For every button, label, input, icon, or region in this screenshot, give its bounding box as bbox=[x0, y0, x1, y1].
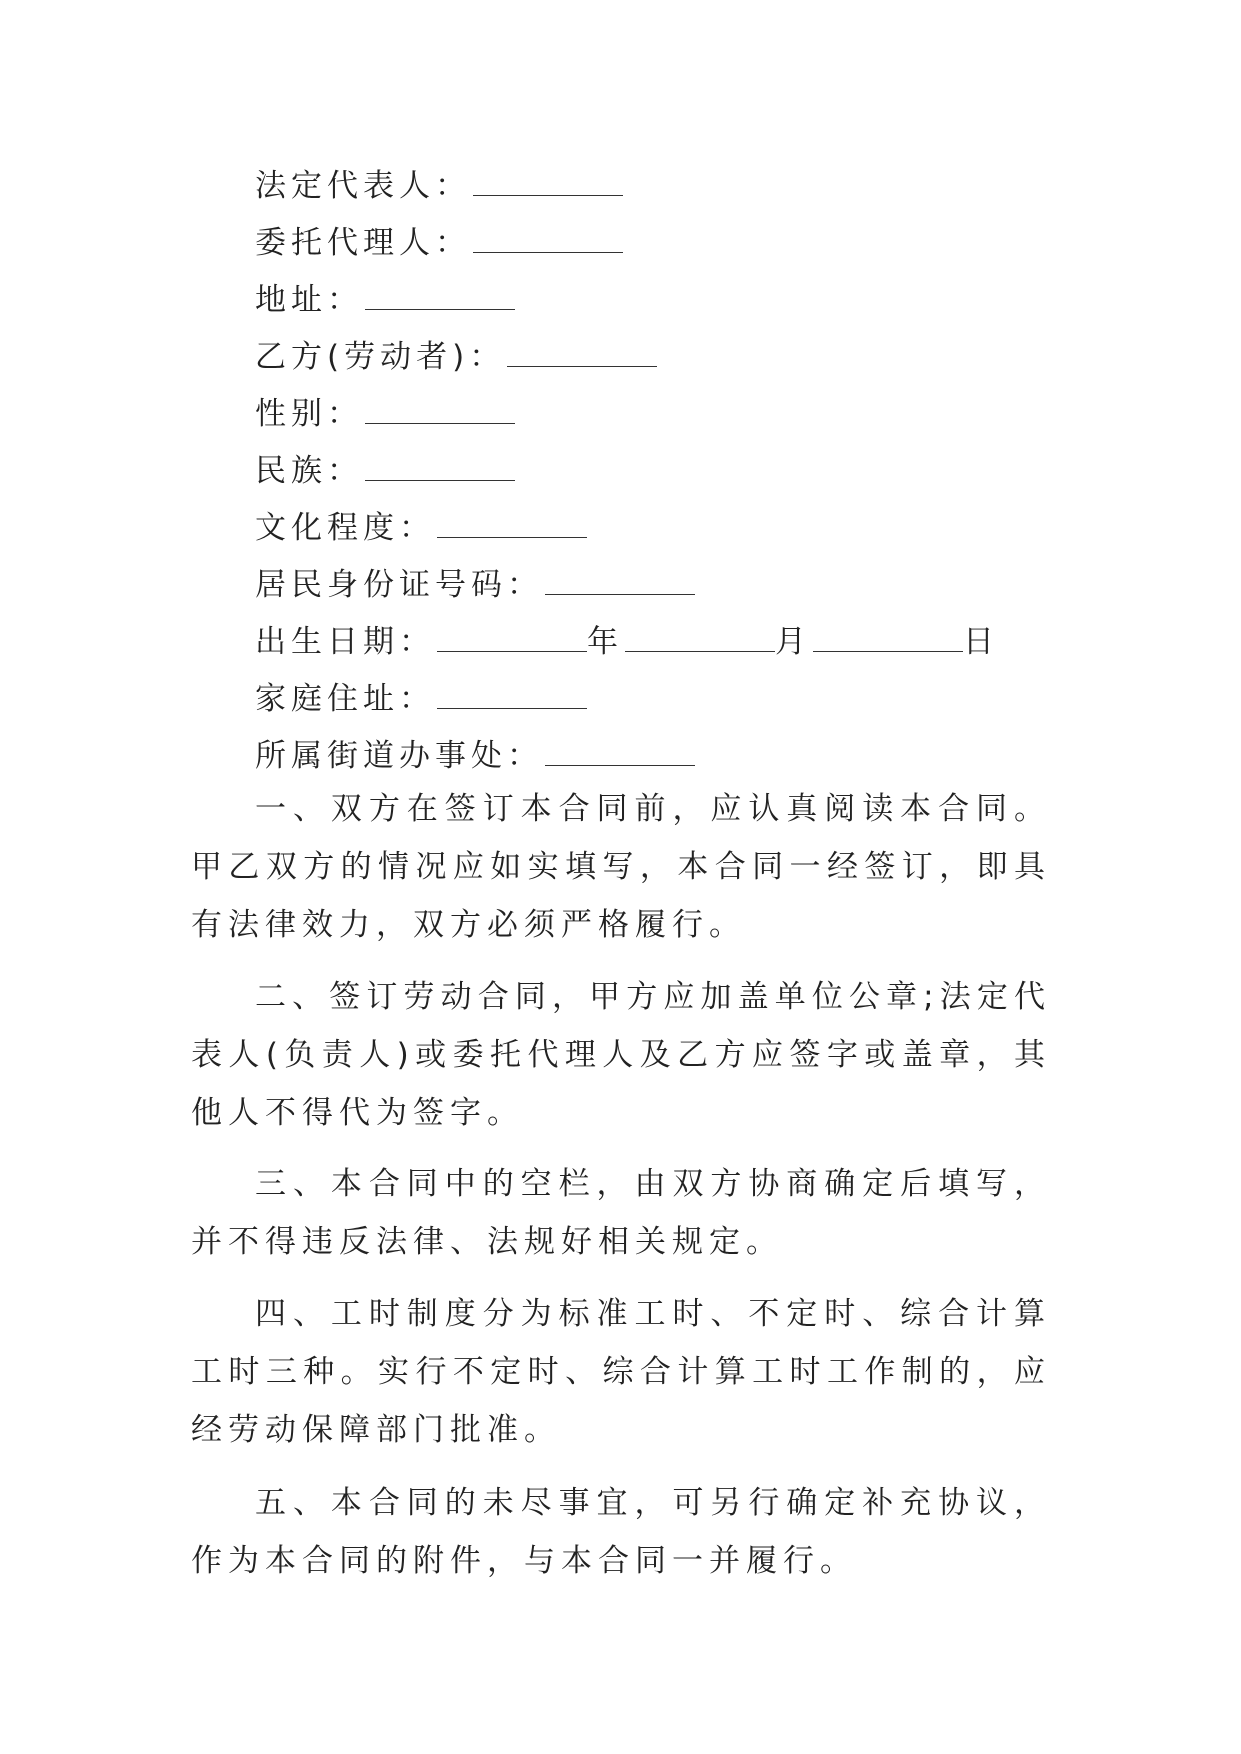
blank-line bbox=[365, 399, 515, 424]
blank-line bbox=[437, 684, 587, 709]
blank-line bbox=[473, 228, 623, 253]
field-label: 居民身份证号码： bbox=[255, 567, 543, 603]
field-label: 文化程度： bbox=[255, 510, 435, 546]
field-label: 法定代表人： bbox=[255, 168, 471, 204]
field-party-b-worker bbox=[255, 333, 657, 381]
field-label: 委托代理人： bbox=[255, 225, 471, 261]
field-label: 家庭住址： bbox=[255, 681, 435, 717]
field-label: 性别： bbox=[255, 396, 363, 432]
unit-day: 日 bbox=[963, 624, 999, 660]
field-label: 地址： bbox=[255, 282, 363, 318]
blank-line-day bbox=[813, 627, 963, 652]
field-label: 乙方(劳动者)： bbox=[255, 339, 506, 375]
field-education-level bbox=[255, 504, 587, 552]
blank-line bbox=[437, 513, 587, 538]
field-street-office bbox=[255, 732, 695, 780]
blank-line bbox=[545, 741, 695, 766]
paragraph-2: 二、签订劳动合同，甲方应加盖单位公章;法定代表人(负责人)或委托代理人及乙方应签字或盖章，其他人不得代为签字。 bbox=[191, 979, 1051, 1131]
blank-line bbox=[365, 285, 515, 310]
field-id-number bbox=[255, 561, 695, 609]
blank-line-month bbox=[625, 627, 775, 652]
field-label: 所属街道办事处： bbox=[255, 738, 543, 774]
blank-line bbox=[545, 570, 695, 595]
paragraph-1: 一、双方在签订本合同前，应认真阅读本合同。甲乙双方的情况应如实填写，本合同一经签订，即具有法律效力，双方必须严格履行。 bbox=[191, 791, 1051, 943]
unit-month: 月 bbox=[775, 624, 811, 660]
paragraph-4: 四、工时制度分为标准工时、不定时、综合计算工时三种。实行不定时、综合计算工时工作制的，应经劳动保障部门批准。 bbox=[191, 1296, 1051, 1448]
paragraph-3: 三、本合同中的空栏，由双方协商确定后填写，并不得违反法律、法规好相关规定。 bbox=[191, 1166, 1051, 1260]
field-gender bbox=[255, 390, 515, 438]
field-birth-date bbox=[255, 618, 999, 666]
field-address bbox=[255, 276, 515, 324]
field-home-address bbox=[255, 675, 587, 723]
blank-line-year bbox=[437, 627, 587, 652]
field-label: 民族： bbox=[255, 453, 363, 489]
field-ethnicity bbox=[255, 447, 515, 495]
field-legal-representative bbox=[255, 162, 623, 210]
blank-line bbox=[473, 171, 623, 196]
blank-line bbox=[365, 456, 515, 481]
field-label: 出生日期： bbox=[255, 624, 435, 660]
blank-line bbox=[507, 342, 657, 367]
paragraph-5: 五、本合同的未尽事宜，可另行确定补充协议，作为本合同的附件，与本合同一并履行。 bbox=[191, 1485, 1051, 1579]
field-entrusted-agent bbox=[255, 219, 623, 267]
unit-year: 年 bbox=[587, 624, 623, 660]
